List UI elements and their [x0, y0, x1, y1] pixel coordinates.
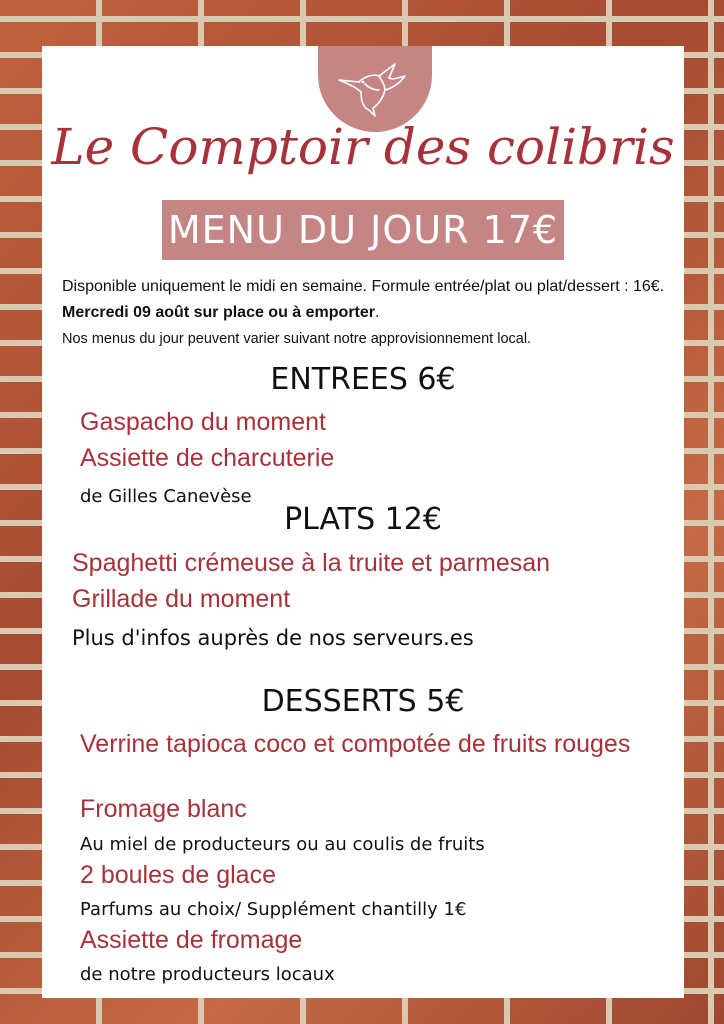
info-note: Nos menus du jour peuvent varier suivant notre approvisionnement local.: [62, 331, 532, 347]
dish-item: Gaspacho du moment: [80, 408, 326, 436]
info-text: Disponible uniquement le midi en semaine. Formule entrée/plat ou plat/dessert : 16€.: [62, 278, 665, 295]
info-punct: .: [375, 304, 380, 321]
menu-banner: MENU DU JOUR 17€: [162, 200, 564, 260]
info-date: Mercredi 09 août sur place ou à emporter: [62, 304, 375, 321]
dish-item: Assiette de charcuterie: [80, 444, 335, 472]
dish-note: Plus d'infos auprès de nos serveurs.es: [72, 626, 474, 650]
dish-note: de Gilles Canevèse: [80, 486, 252, 507]
section-title-plats: PLATS 12€: [284, 502, 442, 537]
dish-item: Fromage blanc: [80, 795, 247, 823]
dish-item: Verrine tapioca coco et compotée de fruits rouges: [80, 730, 631, 758]
section-title-entrees: ENTREES 6€: [270, 362, 456, 397]
dish-item: 2 boules de glace: [80, 861, 276, 889]
dish-item: Grillade du moment: [72, 585, 291, 613]
hummingbird-icon: [335, 58, 415, 120]
menu-sheet: [42, 46, 684, 998]
dish-item: Spaghetti crémeuse à la truite et parmesan: [72, 549, 551, 577]
dish-note: Parfums au choix/ Supplément chantilly 1€: [80, 899, 467, 920]
info-block: [62, 274, 672, 352]
restaurant-name: Le Comptoir des colibris: [51, 118, 675, 176]
section-title-desserts: DESSERTS 5€: [261, 684, 465, 719]
dish-note: de notre producteurs locaux: [80, 964, 335, 985]
dish-note: Au miel de producteurs ou au coulis de fruits: [80, 834, 485, 855]
dish-item: Assiette de fromage: [80, 926, 303, 954]
